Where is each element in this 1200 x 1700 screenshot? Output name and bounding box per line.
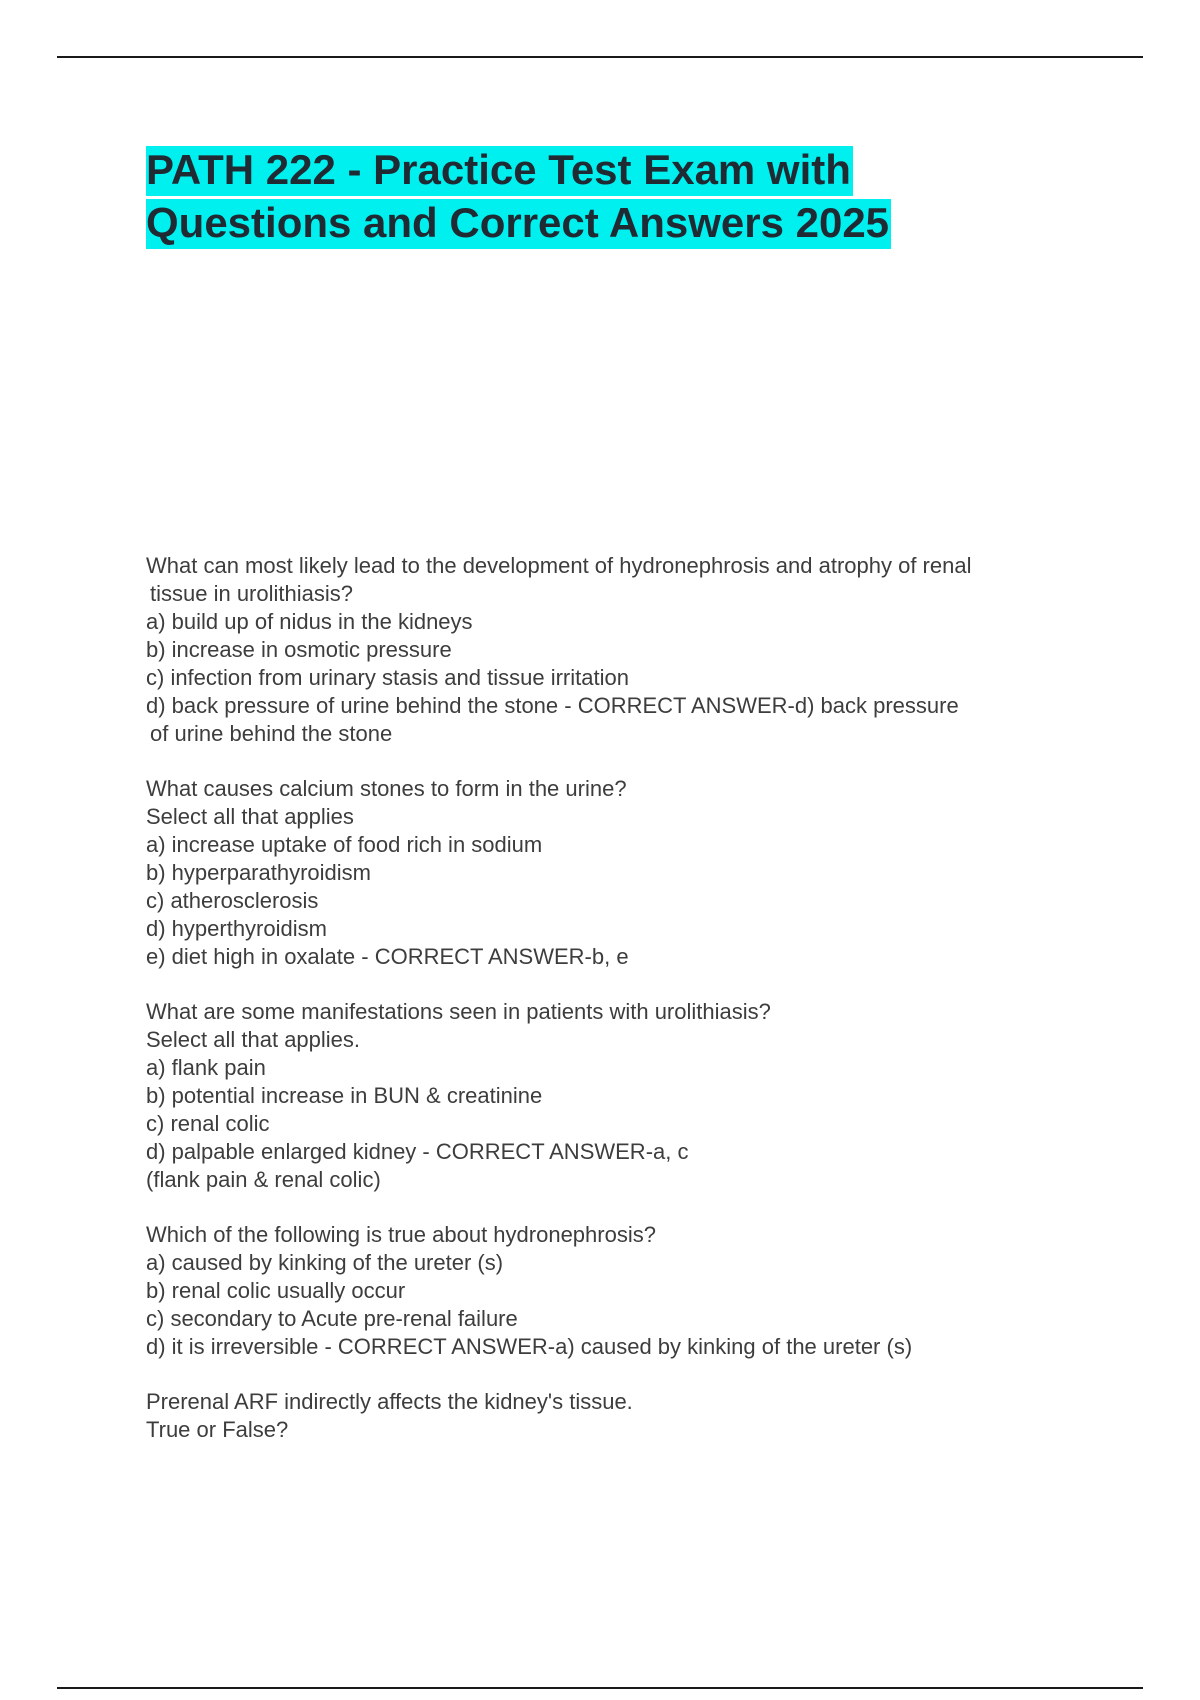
question-block-3 [146,998,1096,1194]
question-line: tissue in urolithiasis? [150,581,353,606]
answer-option: e) diet high in oxalate - CORRECT ANSWER-b, e [146,944,629,969]
answer-option: b) potential increase in BUN & creatinine [146,1083,543,1108]
question-line: Prerenal ARF indirectly affects the kidney's tissue. [146,1389,633,1414]
answer-option: d) back pressure of urine behind the stone - CORRECT ANSWER-d) back pressure [146,693,959,718]
question-line: What causes calcium stones to form in the urine? [146,776,627,801]
answer-option: b) hyperparathyroidism [146,860,371,885]
question-instruction: True or False? [146,1417,289,1442]
answer-option: c) atherosclerosis [146,888,319,913]
answer-option: a) build up of nidus in the kidneys [146,609,473,634]
question-block-4 [146,1221,1096,1361]
answer-option: a) increase uptake of food rich in sodium [146,832,543,857]
title-line-1: PATH 222 - Practice Test Exam with [146,146,853,196]
answer-option: d) palpable enlarged kidney - CORRECT ANSWER-a, c [146,1139,689,1164]
answer-option: d) hyperthyroidism [146,916,327,941]
question-line: What can most likely lead to the development of hydronephrosis and atrophy of renal [146,553,972,578]
answer-option: b) renal colic usually occur [146,1278,406,1303]
bottom-rule [57,1687,1143,1689]
answer-option: a) flank pain [146,1055,266,1080]
answer-continuation: of urine behind the stone [150,721,393,746]
question-instruction: Select all that applies [146,804,354,829]
answer-option: d) it is irreversible - CORRECT ANSWER-a) caused by kinking of the ureter (s) [146,1334,913,1359]
questions-section [146,552,1096,1471]
answer-option: a) caused by kinking of the ureter (s) [146,1250,504,1275]
question-line: Which of the following is true about hydronephrosis? [146,1222,656,1247]
document-title [146,143,1146,249]
question-instruction: Select all that applies. [146,1027,361,1052]
question-line: What are some manifestations seen in patients with urolithiasis? [146,999,771,1024]
answer-explanation: (flank pain & renal colic) [146,1167,381,1192]
answer-option: c) renal colic [146,1111,270,1136]
answer-option: c) infection from urinary stasis and tissue irritation [146,665,629,690]
answer-option: c) secondary to Acute pre-renal failure [146,1306,518,1331]
question-block-2 [146,775,1096,971]
question-block-5 [146,1388,1096,1444]
answer-option: b) increase in osmotic pressure [146,637,452,662]
top-rule [57,56,1143,58]
question-block-1 [146,552,1096,748]
title-line-2: Questions and Correct Answers 2025 [146,199,891,249]
